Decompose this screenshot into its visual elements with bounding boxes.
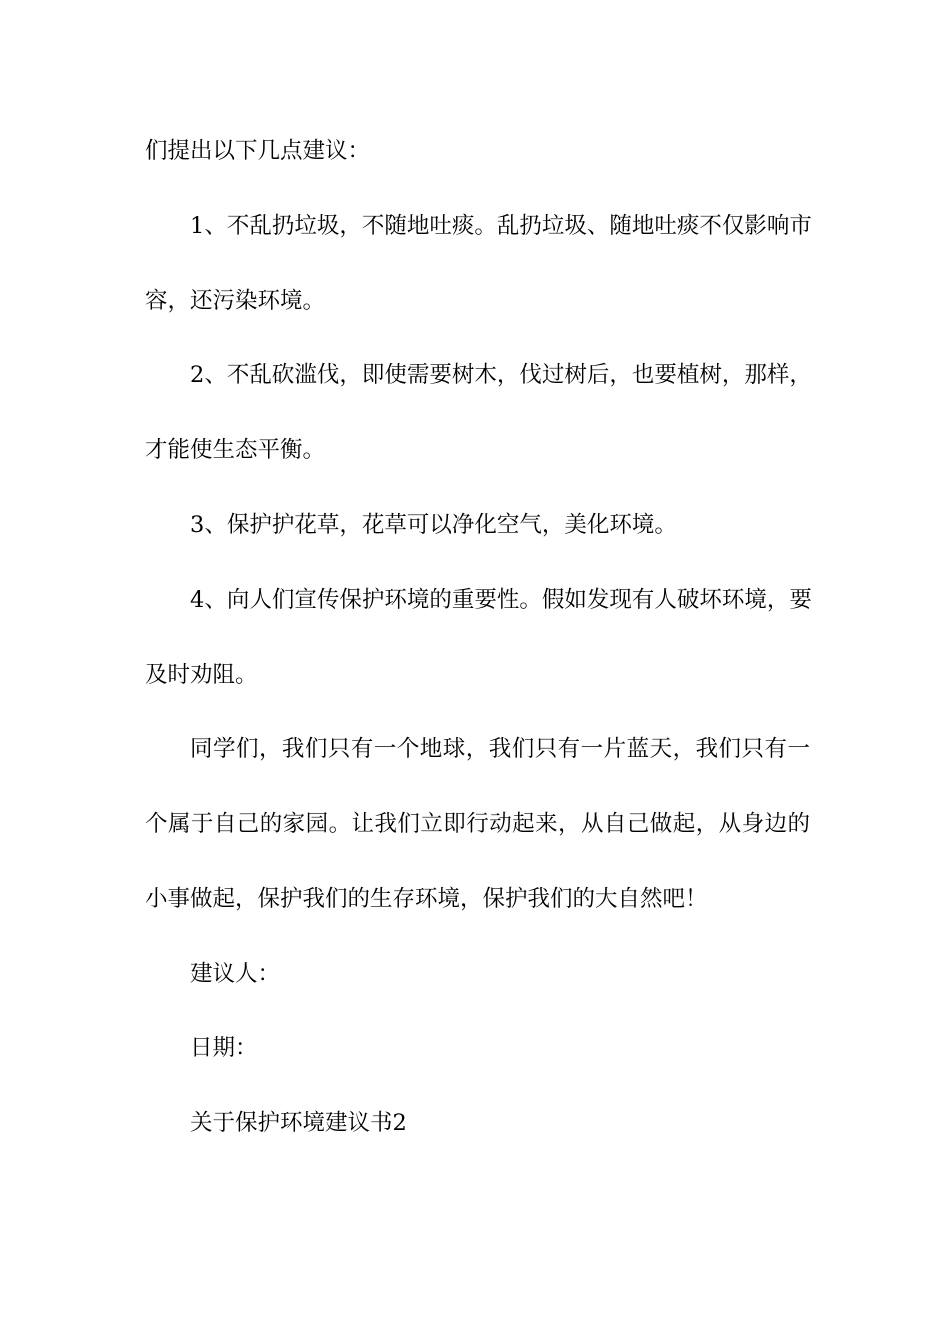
closing-paragraph-line-2: 个属于自己的家园。让我们立即行动起来，从自己做起，从身边的 — [145, 811, 810, 837]
suggestion-4-line-2: 及时劝阻。 — [145, 662, 258, 688]
proposer-label: 建议人： — [190, 961, 281, 987]
closing-paragraph-line-1: 同学们，我们只有一个地球，我们只有一片蓝天，我们只有一 — [190, 736, 810, 762]
suggestion-1-line-2: 容，还污染环境。 — [145, 288, 326, 314]
suggestion-2-line-2: 才能使生态平衡。 — [145, 437, 326, 463]
suggestion-2-line-1: 2、不乱砍滥伐，即使需要树木，伐过树后，也要植树，那样， — [190, 362, 812, 388]
suggestion-intro-line: 们提出以下几点建议： — [145, 138, 371, 164]
suggestion-1-line-1: 1、不乱扔垃圾，不随地吐痰。乱扔垃圾、随地吐痰不仅影响市 — [190, 213, 812, 239]
suggestion-4-line-1: 4、向人们宣传保护环境的重要性。假如发现有人破坏环境，要 — [190, 587, 812, 613]
date-label: 日期： — [190, 1035, 258, 1061]
section-title: 关于保护环境建议书2 — [190, 1110, 407, 1136]
closing-paragraph-line-3: 小事做起，保护我们的生存环境，保护我们的大自然吧！ — [145, 886, 708, 912]
suggestion-3-line: 3、保护护花草，花草可以净化空气，美化环境。 — [190, 512, 677, 538]
